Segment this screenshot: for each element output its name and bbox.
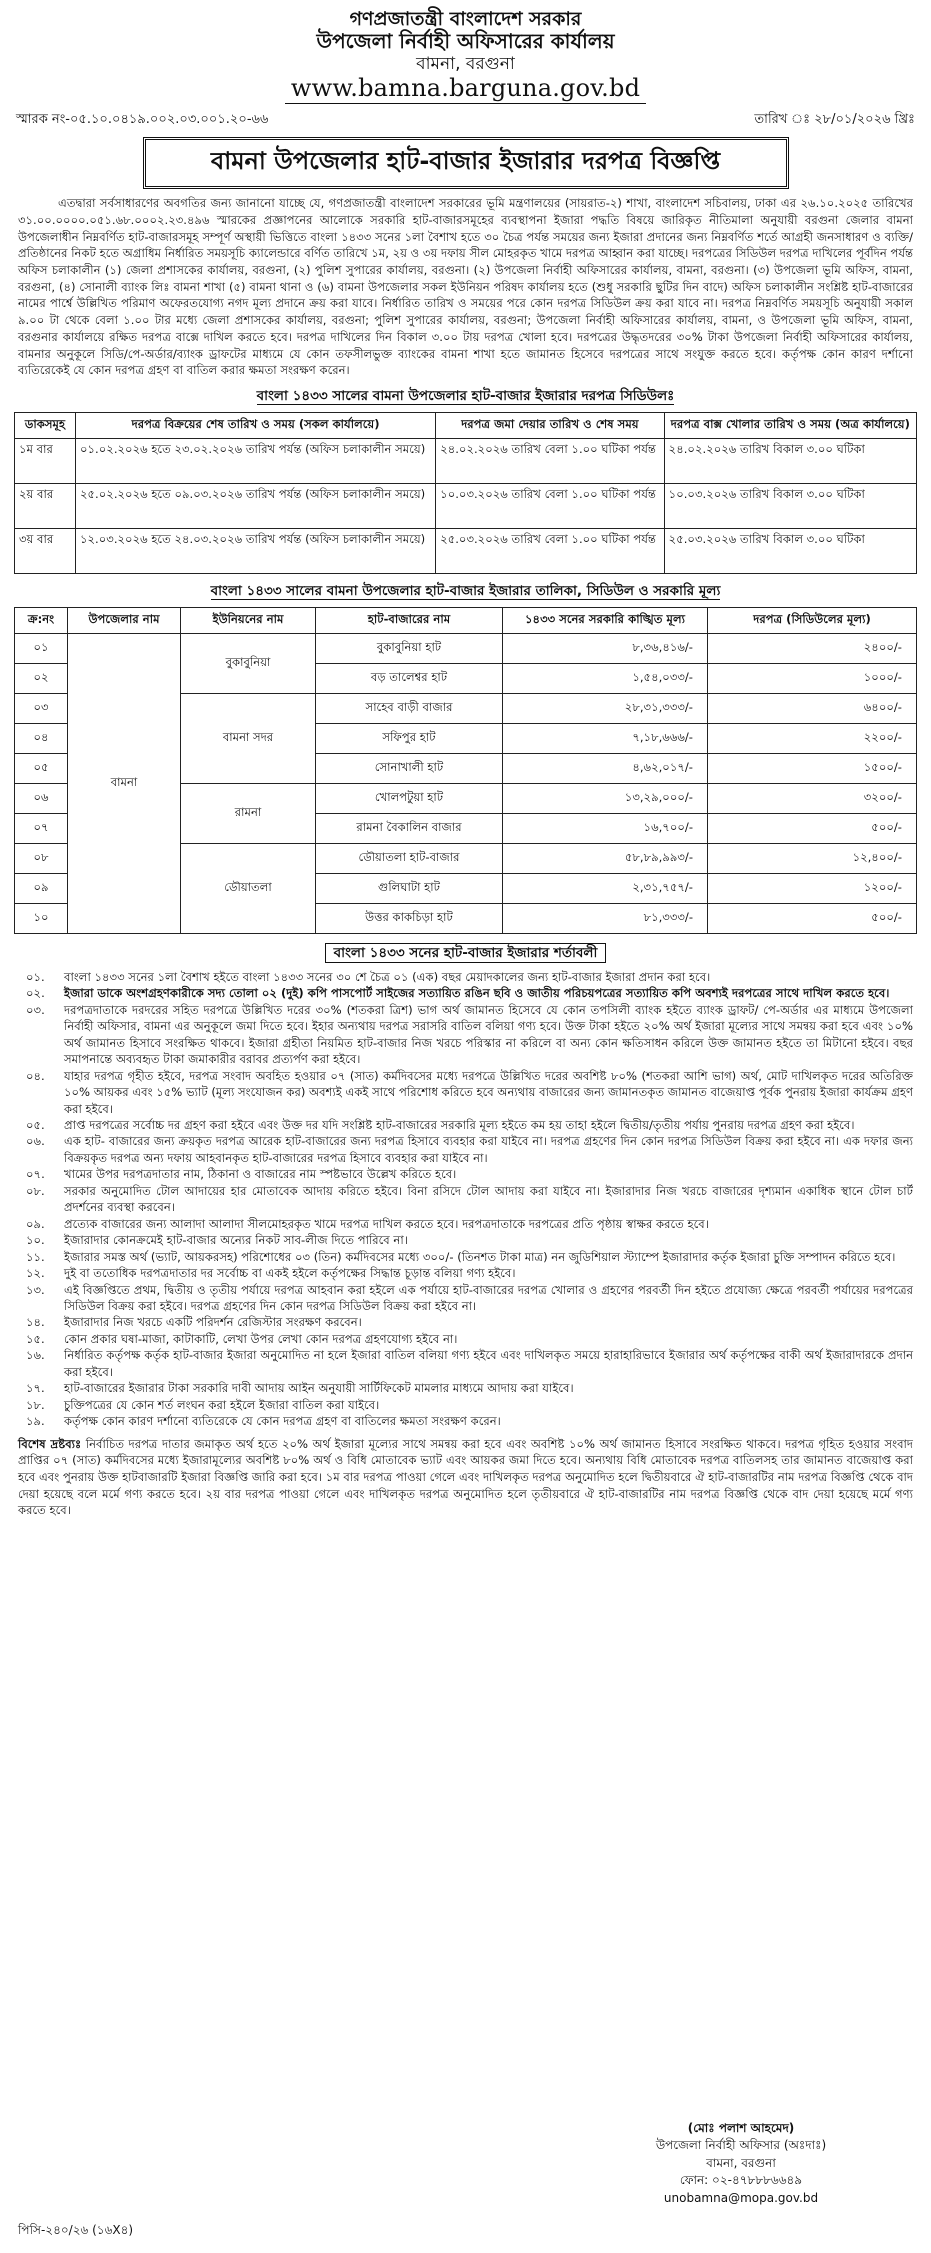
term-number: ০২. xyxy=(26,986,45,1001)
term-number: ০৩. xyxy=(26,1002,45,1017)
special-note-label: বিশেষ দ্রষ্টব্যঃ xyxy=(18,1436,82,1451)
schedule-col-submit: দরপত্র জমা দেয়ার তারিখ ও শেষ সময় xyxy=(436,412,665,438)
schedule-heading xyxy=(14,385,917,408)
union-name: বামনা সদর xyxy=(181,693,316,783)
term-item xyxy=(18,1216,913,1232)
office-name: উপজেলা নির্বাহী অফিসারের কার্যালয় xyxy=(316,29,615,54)
schedule-col-round: ডাকসমূহ xyxy=(15,412,76,438)
term-number: ১৯. xyxy=(26,1414,45,1429)
market-schedule-price: ১২,৪০০/- xyxy=(708,843,917,873)
schedule-open: ২৪.০২.২০২৬ তারিখ বিকাল ৩.০০ ঘটিকা xyxy=(664,438,916,483)
schedule-table xyxy=(14,412,917,574)
market-sl: ০৬ xyxy=(15,783,68,813)
term-text: সরকার অনুমোদিত টোল আদায়ের হার মোতাবেক আদায় করিতে হইবে। বিনা রসিদে টোল আদায় করা যাইবে না। ইজারাদার নিজ খরচে বাজারের দৃশ্যমান একাধিক স্থানে টোল চার্ট প্রদর্শনের ব্যবস্থা করবেন। xyxy=(64,1183,913,1215)
term-item xyxy=(18,1380,913,1396)
print-code: পিসি-২৪০/২৬ (১৬X৪) xyxy=(18,2223,134,2237)
signatory-designation: উপজেলা নির্বাহী অফিসার (অঃদাঃ) xyxy=(655,2138,827,2153)
schedule-heading-text: বাংলা ১৪৩৩ সালের বামনা উপজেলার হাট-বাজার ইজারার দরপত্র সিডিউলঃ xyxy=(256,387,675,404)
special-note xyxy=(18,1436,913,1519)
union-name: রামনা xyxy=(181,783,316,843)
signature-block xyxy=(591,2120,891,2207)
term-item xyxy=(18,1314,913,1330)
market-name: বুকাবুনিয়া হাট xyxy=(316,633,503,663)
market-schedule-price: ১০০০/- xyxy=(708,663,917,693)
terms-heading xyxy=(14,942,917,965)
term-item xyxy=(18,1133,913,1166)
market-value: ১৩,২৯,০০০/- xyxy=(503,783,708,813)
market-sl: ০২ xyxy=(15,663,68,693)
terms-list xyxy=(18,969,913,1430)
market-value: ১,৫৪,০৩৩/- xyxy=(503,663,708,693)
signatory-email[interactable]: unobamna@mopa.gov.bd xyxy=(663,2190,819,2205)
market-sl: ০৪ xyxy=(15,723,68,753)
market-value: ১৬,৭০০/- xyxy=(503,813,708,843)
office-location: বামনা, বরগুনা xyxy=(416,54,515,74)
term-text: ইজারাদার কোনক্রমেই হাট-বাজার অন্যের নিকট সাব-লীজ দিতে পারিবে না। xyxy=(64,1233,408,1248)
term-item xyxy=(18,1117,913,1133)
term-item xyxy=(18,1068,913,1117)
market-name: সোনাখালী হাট xyxy=(316,753,503,783)
term-number: ০৭. xyxy=(26,1167,45,1182)
signatory-name: (মোঃ পলাশ আহমেদ) xyxy=(687,2121,795,2135)
schedule-row xyxy=(15,483,917,528)
term-item xyxy=(18,1249,913,1265)
reference-row xyxy=(14,110,917,131)
term-text: দুই বা ততোধিক দরপত্রদাতার দর সর্বোচ্চ বা একই হইলে কর্তৃপক্ষের সিদ্ধান্ত চূড়ান্ত বলিয়া গণ্য হইবে। xyxy=(64,1266,516,1281)
schedule-submit: ২৪.০২.২০২৬ তারিখ বেলা ১.০০ ঘটিকা পর্যন্ত xyxy=(436,438,665,483)
term-number: ১২. xyxy=(26,1266,45,1281)
term-number: ১৮. xyxy=(26,1397,45,1412)
term-text: ইজারাদার নিজ খরচে একটি পরিদর্শন রেজিস্টার সংরক্ষণ করবেন। xyxy=(64,1315,362,1330)
market-schedule-price: ৫০০/- xyxy=(708,903,917,933)
term-item xyxy=(18,1397,913,1413)
market-value: ২৮,৩১,৩৩৩/- xyxy=(503,693,708,723)
market-schedule-price: ৫০০/- xyxy=(708,813,917,843)
term-text: এক হাট- বাজারের জন্য ক্রয়কৃত দরপত্র আরেক হাট-বাজারের জন্য দরপত্র হিসাবে ব্যবহার করা যাইবে না। দরপত্র গ্রহণের দিন কোন দরপত্র সিডিউল বিক্রয় করা হইবে না। এক দফার জন্য বিক্রয়কৃত দরপত্র অন্য দফায় আহবানকৃত হাট-বাজারের দরপত্র হিসাবে ব্যবহার করা যাইবে না। xyxy=(64,1134,913,1165)
term-number: ১০. xyxy=(26,1233,45,1248)
notice-title: বামনা উপজেলার হাট-বাজার ইজারার দরপত্র বিজ্ঞপ্তি xyxy=(143,137,789,189)
upazila-name: বামনা xyxy=(68,633,181,933)
market-value: ৮,৩৬,৪১৬/- xyxy=(503,633,708,663)
term-number: ১৫. xyxy=(26,1331,45,1346)
term-number: ১৭. xyxy=(26,1381,45,1396)
term-number: ০৫. xyxy=(26,1118,45,1132)
term-item xyxy=(18,1166,913,1182)
market-name: বড় তালেশ্বর হাট xyxy=(316,663,503,693)
market-sl: ০৭ xyxy=(15,813,68,843)
term-text: প্রত্যেক বাজারের জন্য আলাদা আলাদা সীলমোহরকৃত খামে দরপত্র দাখিল করতে হবে। দরপত্রদাতাকে দরপত্রের প্রতি পৃষ্ঠায় স্বাক্ষর করতে হবে। xyxy=(64,1216,709,1231)
market-name: উত্তর কাকচিড়া হাট xyxy=(316,903,503,933)
term-item xyxy=(18,1347,913,1380)
market-row xyxy=(15,633,917,663)
term-item xyxy=(18,1331,913,1347)
markets-col-value: ১৪৩৩ সনের সরকারি কাঙ্খিত মূল্য xyxy=(503,607,708,633)
memo-number: স্মারক নং-০৫.১০.০৪১৯.০০২.০৩.০০১.২০-৬৬ xyxy=(16,112,269,128)
term-item xyxy=(18,1265,913,1281)
schedule-sale: ২৫.০২.২০২৬ হতে ০৯.০৩.২০২৬ তারিখ পর্যন্ত (অফিস চলাকালীন সময়ে) xyxy=(76,483,436,528)
markets-heading-text: বাংলা ১৪৩৩ সালের বামনা উপজেলার হাট-বাজার ইজারার তালিকা, সিডিউল ও সরকারি মূল্য xyxy=(210,582,721,599)
term-item xyxy=(18,1002,913,1068)
market-value: ৫৮,৮৯,৯৯৩/- xyxy=(503,843,708,873)
market-sl: ০৫ xyxy=(15,753,68,783)
term-text: ইজারা ডাকে অংশগ্রহণকারীকে সদ্য তোলা ০২ (দুই) কপি পাসপোর্ট সাইজের সত্যায়িত রঙিন ছবি ও জাতীয় পরিচয়পত্রের সত্যায়িত কপি অবশ্যই দরপত্রের সাথে দাখিল করতে হবে। xyxy=(64,986,890,1001)
market-name: সাহেব বাড়ী বাজার xyxy=(316,693,503,723)
schedule-sale: ০১.০২.২০২৬ হতে ২৩.০২.২০২৬ তারিখ পর্যন্ত (অফিস চলাকালীন সময়ে) xyxy=(76,438,436,483)
term-text: দরপত্রদাতাকে দরদরের সহিত দরপত্রে উল্লিখিত দরের ৩০% (শতকরা ত্রিশ) ভাগ অর্থ জামানত হিসেবে যে কোন তপসিলী ব্যাংক হইতে ব্যাংক ড্রাফট/ পে-অর্ডার এর মাধ্যমে উপজেলা নির্বাহী অফিসার, বামনা এর অনুকূলে জমা দিতে হবে। ইহার অন্যথায় দরপত্র সরাসরি বাতিল বলিয়া গণ্য হবে। উক্ত টাকা হইতে ২০% অর্থ ইজারা মূল্যের সাথে সমন্বয় করা হবে এবং ১০% অর্থ জামানত হিসাবে সংরক্ষিত থাকবে। ইজারা গ্রহীতা নিয়মিত হাট-বাজার নিজ খরচে পরিস্কার না করিলে বা অন্য কোন ক্ষতিসাধন করিলে উক্ত জামানত হইতে তা মিটানো হইবে। বছর সমাপনান্তে অব্যবহৃত টাকা জমাকারীর বরাবর প্রত্যর্পণ করা হইবে। xyxy=(64,1002,913,1067)
term-text: প্রাপ্ত দরপত্রের সর্বোচ্চ দর গ্রহণ করা হইবে এবং উক্ত দর যদি সংশ্লিষ্ট হাট-বাজারের সরকারি মূল্য হইতে কম হয় তাহা হইলে দ্বিতীয়/তৃতীয় পর্যায় পুনরায় দরপত্র গ্রহণ করা হইবে। xyxy=(64,1118,855,1132)
letterhead xyxy=(14,8,917,104)
market-schedule-price: ১২০০/- xyxy=(708,873,917,903)
schedule-round: ২য় বার xyxy=(15,483,76,528)
schedule-submit: ১০.০৩.২০২৬ তারিখ বেলা ১.০০ ঘটিকা পর্যন্ত xyxy=(436,483,665,528)
schedule-row xyxy=(15,438,917,483)
schedule-open: ১০.০৩.২০২৬ তারিখ বিকাল ৩.০০ ঘটিকা xyxy=(664,483,916,528)
special-note-text: নির্বাচিত দরপত্র দাতার জমাকৃত অর্থ হতে ২০% অর্থ ইজারা মূল্যের সাথে সমন্বয় করা হবে এবং অবশিষ্ট ১০% অর্থ জামানত হিসাবে সংরক্ষিত থাকবে। দরপত্র গৃহিত হওয়ার সংবাদ প্রাপ্তির ০৭ (সাত) কর্মদিবসের মধ্যে ইজারামূল্যের অবশিষ্ট ৮০% অর্থ ও বিধি মোতাবেক ভ্যাট এবং আয়কর জমা দিতে হবে। অন্যথায় বিধি মোতাবেক দরপত্র বাতিলসহ তার জামানত বাজেয়াপ্ত করা হবে এবং পুনরায় উক্ত হাটবাজারটি ইজারা বিজ্ঞপ্তি জারি করা হবে। ১ম বার দরপত্র পাওয়া গেলে এবং দাখিলকৃত দরপত্র অনুমোদিত হলে দ্বিতীয়বারে ঐ হাট-বাজারটির নাম দরপত্র বিজ্ঞপ্তি থেকে বাদ দেয়া হয়েছে বলে মর্মে গণ্য করতে হবে। ২য় বার দরপত্র পাওয়া গেলে এবং দাখিলকৃত দরপত্র অনুমোদিত হলে তৃতীয়বারে ঐ হাট-বাজারটির নাম দরপত্র বিজ্ঞপ্তি থেকে বাদ দেয়া হয়েছে মর্মে গণ্য করতে হবে। xyxy=(18,1436,914,1518)
term-text: চুক্তিপত্রের যে কোন শর্ত লংঘন করা হইলে ইজারা বাতিল করা যাইবে। xyxy=(64,1397,380,1412)
market-name: রামনা বৈকালিন বাজার xyxy=(316,813,503,843)
market-sl: ০৮ xyxy=(15,843,68,873)
union-name: ডৌয়াতলা xyxy=(181,843,316,933)
market-value: ৪,৬২,০১৭/- xyxy=(503,753,708,783)
schedule-sale: ১২.০৩.২০২৬ হতে ২৪.০৩.২০২৬ তারিখ পর্যন্ত (অফিস চলাকালীন সময়ে) xyxy=(76,528,436,573)
union-name: বুকাবুনিয়া xyxy=(181,633,316,693)
market-name: ডৌয়াতলা হাট-বাজার xyxy=(316,843,503,873)
market-schedule-price: ১৫০০/- xyxy=(708,753,917,783)
term-text: এই বিজ্ঞপ্তিতে প্রথম, দ্বিতীয় ও তৃতীয় পর্যায়ে দরপত্র আহবান করা হইলে এক পর্যায়ে হাট-বাজারের দরপত্র খোলার ও গ্রহণের পরবর্তী দিন হইতে প্রযোজ্য ক্ষেত্রে পরবর্তী পর্যায়ের দরপত্রের সিডিউল বিক্রয় করা হইবে। দরপত্র গ্রহণের দিন কোন দরপত্র সিডিউল বিক্রয় করা হইবে না। xyxy=(64,1282,913,1313)
term-number: ১১. xyxy=(26,1249,45,1264)
markets-heading xyxy=(14,580,917,603)
term-text: খামের উপর দরপত্রদাতার নাম, ঠিকানা ও বাজারের নাম স্পষ্টভাবে উল্লেখ করিতে হবে। xyxy=(64,1167,457,1182)
term-text: কোন প্রকার ঘষা-মাজা, কাটাকাটি, লেখা উপর লেখা কোন দরপত্র গ্রহণযোগ্য হইবে না। xyxy=(64,1331,458,1346)
term-item xyxy=(18,1232,913,1248)
markets-col-market: হাট-বাজারের নাম xyxy=(316,607,503,633)
market-name: খোলপটুয়া হাট xyxy=(316,783,503,813)
term-item xyxy=(18,969,913,985)
term-number: ১৩. xyxy=(26,1282,45,1297)
market-schedule-price: ৬৪০০/- xyxy=(708,693,917,723)
term-number: ০৮. xyxy=(26,1183,45,1198)
schedule-submit: ২৫.০৩.২০২৬ তারিখ বেলা ১.০০ ঘটিকা পর্যন্ত xyxy=(436,528,665,573)
schedule-open: ২৫.০৩.২০২৬ তারিখ বিকাল ৩.০০ ঘটিকা xyxy=(664,528,916,573)
market-sl: ০১ xyxy=(15,633,68,663)
term-text: যাহার দরপত্র গৃহীত হইবে, দরপত্র সংবাদ অবহিত হওয়ার ০৭ (সাত) কর্মদিবসের মধ্যে দরপত্রে উল্লিখিত দরের অবশিষ্ট ৮০% (শতকরা আশি ভাগ) অর্থ, মোট দাখিলকৃত দরের অতিরিক্ত ১০% আয়কর এবং ১৫% ভ্যাট (মূল্য সংযোজন কর) অবশ্যই একই সাথে পরিশোধ করিতে হবে অন্যথায় বাজারের জন্য জামানতকৃত জামানত বাজেয়াপ্ত পূর্বক পুনরায় ইজারা কার্যক্রম গ্রহণ করা হইবে। xyxy=(64,1068,913,1116)
markets-col-schedule: দরপত্র (সিডিউলের মূল্য) xyxy=(708,607,917,633)
market-sl: ০৯ xyxy=(15,873,68,903)
schedule-round: ৩য় বার xyxy=(15,528,76,573)
term-number: ০৪. xyxy=(26,1068,45,1083)
markets-table xyxy=(14,607,917,934)
terms-heading-text: বাংলা ১৪৩৩ সনের হাট-বাজার ইজারার শর্তাবলী xyxy=(325,943,607,963)
term-item xyxy=(18,1282,913,1315)
term-text: হাট-বাজারের ইজারার টাকা সরকারি দাবী আদায় আইন অনুযায়ী সার্টিফিকেট মামলার মাধ্যমে আদায় করা যাইবে। xyxy=(64,1381,574,1396)
term-number: ০১. xyxy=(26,969,45,984)
schedule-col-open: দরপত্র বাক্স খোলার তারিখ ও সময় (অত্র কার্যালয়ে) xyxy=(664,412,916,438)
notice-date: তারিখ ঃ ২৮/০১/২০২৬ খ্রিঃ xyxy=(754,112,915,128)
term-item xyxy=(18,985,913,1001)
schedule-row xyxy=(15,528,917,573)
market-value: ৭,১৮,৬৬৬/- xyxy=(503,723,708,753)
term-text: নির্ধারিত কর্তৃপক্ষ কর্তৃক হাট-বাজার ইজারা অনুমোদিত না হলে ইজারা বাতিল বলিয়া গণ্য হইবে এবং দাখিলকৃত সময়ে হারাহারিভাবে ইজারার অর্থ কর্তৃপক্ষের বাকী অর্থ ইজারাদারকে প্রদান করা হইবে। xyxy=(64,1348,913,1379)
market-schedule-price: ২৪০০/- xyxy=(708,633,917,663)
term-item xyxy=(18,1413,913,1429)
market-name: সফিপুর হাট xyxy=(316,723,503,753)
term-text: বাংলা ১৪৩৩ সনের ১লা বৈশাখ হইতে বাংলা ১৪৩৩ সনের ৩০ শে চৈত্র ০১ (এক) বছর মেয়াদকালের জন্য হাট-বাজার ইজারা প্রদান করা হবে। xyxy=(64,969,711,984)
market-value: ৮১,৩৩৩/- xyxy=(503,903,708,933)
market-schedule-price: ২২০০/- xyxy=(708,723,917,753)
market-value: ২,৩১,৭৫৭/- xyxy=(503,873,708,903)
term-number: ০৬. xyxy=(26,1134,45,1149)
market-sl: ১০ xyxy=(15,903,68,933)
term-number: ০৯. xyxy=(26,1216,45,1231)
markets-col-upazila: উপজেলার নাম xyxy=(68,607,181,633)
signatory-phone: ফোন: ০২-৪৭৮৮৮৬৬৪৯ xyxy=(679,2173,803,2188)
markets-col-union: ইউনিয়নের নাম xyxy=(181,607,316,633)
term-number: ১৬. xyxy=(26,1348,45,1363)
government-name: গণপ্রজাতন্ত্রী বাংলাদেশ সরকার xyxy=(349,8,582,30)
term-text: ইজারার সমস্ত অর্থ (ভ্যাট, আয়করসহ) পরিশোধের ০৩ (তিন) কর্মদিবসের মধ্যে ৩০০/- (তিনশত টাকা মাত্র) নন জুডিশিয়াল স্ট্যাম্পে ইজারাদার কর্তৃক ইজারা চুক্তি সম্পাদন করিতে হবে। xyxy=(64,1249,896,1264)
schedule-round: ১ম বার xyxy=(15,438,76,483)
term-text: কর্তৃপক্ষ কোন কারণ দর্শানো ব্যতিরেকে যে কোন দরপত্র গ্রহণ বা বাতিলের ক্ষমতা সংরক্ষণ করেন। xyxy=(64,1414,501,1429)
markets-col-sl: ক্র:নং xyxy=(15,607,68,633)
market-schedule-price: ৩২০০/- xyxy=(708,783,917,813)
term-number: ১৪. xyxy=(26,1315,45,1330)
website-link[interactable]: www.bamna.barguna.gov.bd xyxy=(285,74,646,104)
term-item xyxy=(18,1183,913,1216)
intro-paragraph: এতদ্বারা সর্বসাধারণের অবগতির জন্য জানানো যাচ্ছে যে, গণপ্রজাতন্ত্রী বাংলাদেশ সরকারের ভূমি মন্ত্রণালয়ের (সায়রাত-২) শাখা, বাংলাদেশ সচিবালয়, ঢাকা এর ২৬.১০.২০২৫ তারিখের ৩১.০০.০০০০.০৫১.৬৮.০০০২.২৩.৪৯৬ স্মারকের প্রজ্ঞাপনের আলোকে সরকারি হাট-বাজারসমূহের ব্যবস্থাপনা ইজারা পদ্ধতি বিষয়ে জারিকৃত নীতিমালা অনুযায়ী বরগুনা জেলার বামনা উপজেলাধীন নিম্নবর্ণিত হাট-বাজারসমূহ সম্পূর্ণ অস্থায়ী ভিত্তিতে বাংলা ১৪৩৩ সনের ১লা বৈশাখ হতে ৩০ চৈত্র পর্যন্ত সময়ের জন্য ইজারা প্রদানের জন্য নিম্নবর্ণিত শর্তে আগ্রহী জনসাধারণ ও ব্যক্তি/প্রতিষ্ঠানের নিকট হতে অগ্রাধিম নির্ধারিত সময়সূচি ক্যালেন্ডারে বর্ণিত তারিখে ১ম, ২য় ও ৩য় দফায় সীল মোহরকৃত খামে দরপত্র আহ্বান করা যাচ্ছে। দরপত্রের সিডিউল দরপত্র দাখিলের পূর্বদিন পর্যন্ত অফিস চলাকালীন (১) জেলা প্রশাসকের কার্যালয়, বরগুনা, (২) পুলিশ সুপারের কার্যালয়, বরগুনা। (২) উপজেলা নির্বাহী অফিসারের কার্যালয়, বামনা, বরগুনা। (৩) উপজেলা ভূমি অফিস, বামনা, বরগুনা, (৪) সোনালী ব্যাংক লিঃ বামনা শাখা (৫) বামনা থানা ও (৬) বামনা উপজেলার সকল ইউনিয়ন পরিষদ কার্যালয় হতে (শুধু সরকারি ছুটির দিন বাদে) অফিস চলাকালীন সংশ্লিষ্ট হাট-বাজারের নামের পার্শ্বে উল্লিখিত পরিমাণ অফেরতযোগ্য নগদ মূল্য প্রদানে ক্রয় করা যাবে। নির্ধারিত তারিখ ও সময়ের পরে কোন দরপত্র সিডিউল ক্রয় করা যাবে না। দরপত্র নিম্নবর্ণিত সময়সূচি অনুযায়ী সকাল ৯.০০ টা থেকে বেলা ১.০০ টার মধ্যে জেলা প্রশাসকের কার্যালয়, বরগুনা; পুলিশ সুপারের কার্যালয়, বরগুনা; উপজেলা নির্বাহী অফিসারের কার্যালয়, বামনা, ও উপজেলা ভূমি অফিস, বামনা, বরগুনার কার্যালয়ে রক্ষিত দরপত্র বাক্সে দাখিল করতে হবে। দরপত্র দাখিলের দিন বিকাল ৩.০০ টায় দরপত্র খোলা হবে। দরপত্রের উদ্ধৃতদরের ৩০% টাকা উপজেলা নির্বাহী অফিসারের কার্যালয়, বামনার অনুকূলে সিডি/পে-অর্ডার/ব্যাংক ড্রাফটের মাধ্যমে যে কোন তফসীলভুক্ত ব্যাংকের বামনা শাখা হতে জামানত হিসেবে দরপত্রের সাথে সংযুক্ত করতে হবে। কর্তৃপক্ষ কোন কারণ দর্শানো ব্যতিরেকেই যে কোন দরপত্র গ্রহণ বা বাতিল করার ক্ষমতা সংরক্ষণ করেন। xyxy=(18,196,913,378)
signatory-place: বামনা, বরগুনা xyxy=(706,2155,776,2170)
schedule-col-sale: দরপত্র বিক্রয়ের শেষ তারিখ ও সময় (সকল কার্যালয়ে) xyxy=(76,412,436,438)
market-sl: ০৩ xyxy=(15,693,68,723)
market-name: গুলিঘাটা হাট xyxy=(316,873,503,903)
